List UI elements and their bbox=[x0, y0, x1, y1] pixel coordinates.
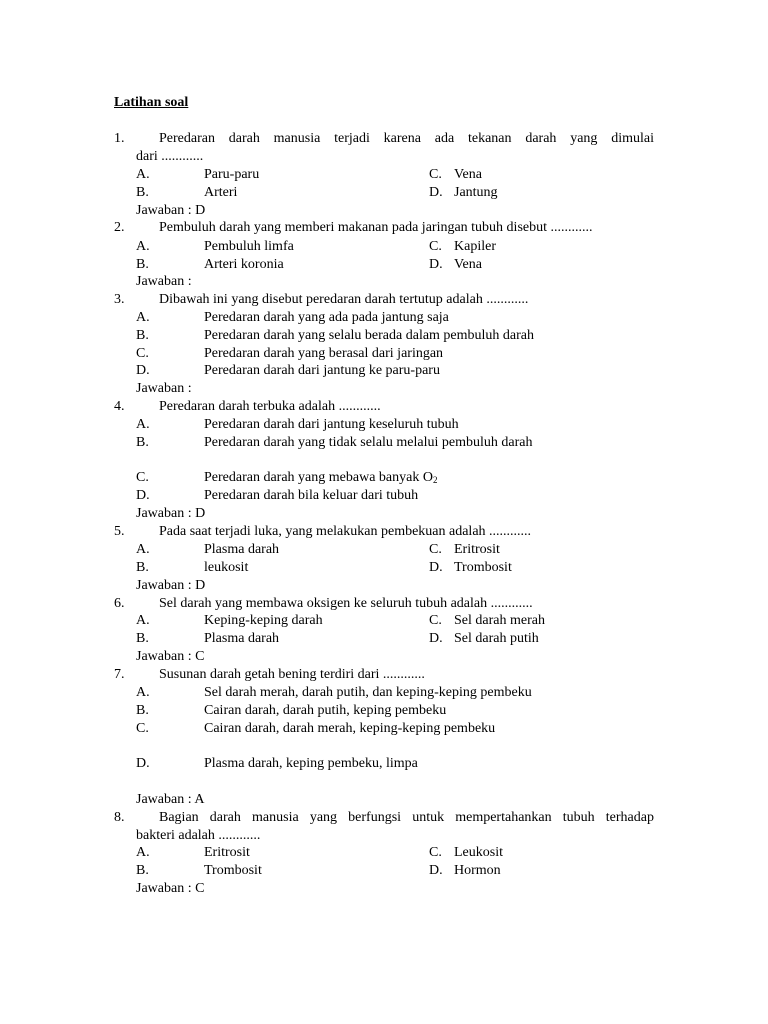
question-text: Pembuluh darah yang memberi makanan pada jaringan tubuh disebut ............ bbox=[159, 220, 593, 235]
question-text: Susunan darah getah bening terdiri dari ............ bbox=[159, 667, 425, 682]
question-text: Peredaran darah terbuka adalah ............ bbox=[159, 399, 381, 414]
option-text: Hormon bbox=[454, 863, 501, 878]
option-text: Kapiler bbox=[454, 239, 496, 254]
option-letter: D. bbox=[429, 185, 443, 200]
answer-line: Jawaban : C bbox=[136, 881, 205, 896]
option-letter: B. bbox=[136, 328, 149, 343]
option-text: Peredaran darah yang selalu berada dalam pembuluh darah bbox=[204, 328, 535, 343]
option-letter: B. bbox=[136, 257, 149, 272]
page-title: Latihan soal bbox=[114, 95, 189, 110]
option-letter: D. bbox=[429, 863, 443, 878]
option-text: Vena bbox=[454, 167, 482, 182]
option-text: Jantung bbox=[454, 185, 498, 200]
option-letter: B. bbox=[136, 560, 149, 575]
option-letter: B. bbox=[136, 703, 149, 718]
option-letter: C. bbox=[429, 845, 442, 860]
question-number: 6. bbox=[114, 596, 125, 611]
option-text: Sel darah putih bbox=[454, 631, 539, 646]
option-text: Keping-keping darah bbox=[204, 613, 323, 628]
question-text: Bagian darah manusia yang berfungsi untuk mempertahankan tubuh terhadap bbox=[159, 810, 654, 825]
question-number: 3. bbox=[114, 292, 125, 307]
question-text: Peredaran darah manusia terjadi karena ada tekanan darah yang dimulai bbox=[159, 131, 654, 146]
option-letter: D. bbox=[136, 488, 150, 503]
option-letter: D. bbox=[429, 257, 443, 272]
question-number: 2. bbox=[114, 220, 125, 235]
option-text: Peredaran darah yang mebawa banyak O bbox=[204, 470, 433, 485]
option-text: Peredaran darah yang tidak selalu melalui pembuluh darah bbox=[204, 435, 533, 450]
option-text: Paru-paru bbox=[204, 167, 260, 182]
question-text-continued: dari ............ bbox=[136, 149, 204, 164]
option-letter: B. bbox=[136, 185, 149, 200]
answer-line: Jawaban : C bbox=[136, 649, 205, 664]
option-text: Trombosit bbox=[204, 863, 262, 878]
option-letter: A. bbox=[136, 239, 150, 254]
option-letter: A. bbox=[136, 685, 150, 700]
option-text-with-subscript bbox=[204, 469, 437, 489]
question-text: Sel darah yang membawa oksigen ke seluruh tubuh adalah ............ bbox=[159, 596, 533, 611]
option-letter: A. bbox=[136, 417, 150, 432]
answer-line: Jawaban : D bbox=[136, 203, 206, 218]
option-text: Arteri bbox=[204, 185, 238, 200]
option-text: Peredaran darah yang berasal dari jaringan bbox=[204, 346, 444, 361]
answer-line: Jawaban : A bbox=[136, 792, 205, 807]
option-text: Eritrosit bbox=[204, 845, 250, 860]
option-text: Arteri koronia bbox=[204, 257, 284, 272]
option-text: Cairan darah, darah putih, keping pembeku bbox=[204, 703, 447, 718]
subscript-digit: 2 bbox=[432, 475, 438, 485]
option-letter: D. bbox=[136, 363, 150, 378]
answer-line: Jawaban : D bbox=[136, 578, 206, 593]
question-text-continued: bakteri adalah ............ bbox=[136, 828, 261, 843]
option-text: Peredaran darah dari jantung ke paru-paru bbox=[204, 363, 440, 378]
option-text: Plasma darah, keping pembeku, limpa bbox=[204, 756, 418, 771]
option-text: Trombosit bbox=[454, 560, 512, 575]
option-letter: B. bbox=[136, 863, 149, 878]
question-number: 7. bbox=[114, 667, 125, 682]
option-text: Plasma darah bbox=[204, 631, 280, 646]
question-text: Dibawah ini yang disebut peredaran darah tertutup adalah ............ bbox=[159, 292, 529, 307]
option-letter: A. bbox=[136, 167, 150, 182]
option-letter: D. bbox=[136, 756, 150, 771]
option-letter: C. bbox=[136, 470, 149, 485]
option-text: Eritrosit bbox=[454, 542, 500, 557]
option-letter: C. bbox=[136, 346, 149, 361]
option-text: Vena bbox=[454, 257, 482, 272]
option-text: Peredaran darah yang ada pada jantung saja bbox=[204, 310, 449, 325]
option-letter: C. bbox=[429, 613, 442, 628]
option-text: leukosit bbox=[204, 560, 249, 575]
question-number: 1. bbox=[114, 131, 125, 146]
question-text: Pada saat terjadi luka, yang melakukan pembekuan adalah ............ bbox=[159, 524, 532, 539]
question-number: 5. bbox=[114, 524, 125, 539]
option-letter: D. bbox=[429, 560, 443, 575]
option-letter: C. bbox=[136, 721, 149, 736]
option-letter: C. bbox=[429, 167, 442, 182]
option-text: Cairan darah, darah merah, keping-keping pembeku bbox=[204, 721, 496, 736]
option-letter: D. bbox=[429, 631, 443, 646]
option-text: Plasma darah bbox=[204, 542, 280, 557]
question-number: 8. bbox=[114, 810, 125, 825]
option-letter: A. bbox=[136, 310, 150, 325]
option-text: Leukosit bbox=[454, 845, 503, 860]
answer-line: Jawaban : D bbox=[136, 506, 206, 521]
question-number: 4. bbox=[114, 399, 125, 414]
option-text: Sel darah merah, darah putih, dan keping-keping pembeku bbox=[204, 685, 532, 700]
option-text: Sel darah merah bbox=[454, 613, 545, 628]
option-letter: B. bbox=[136, 435, 149, 450]
option-letter: C. bbox=[429, 542, 442, 557]
option-letter: A. bbox=[136, 845, 150, 860]
option-text: Peredaran darah dari jantung keseluruh tubuh bbox=[204, 417, 459, 432]
option-letter: B. bbox=[136, 631, 149, 646]
answer-line: Jawaban : bbox=[136, 381, 192, 396]
option-text: Pembuluh limfa bbox=[204, 239, 294, 254]
option-text: Peredaran darah bila keluar dari tubuh bbox=[204, 488, 419, 503]
option-letter: C. bbox=[429, 239, 442, 254]
option-letter: A. bbox=[136, 542, 150, 557]
answer-line: Jawaban : bbox=[136, 274, 192, 289]
option-letter: A. bbox=[136, 613, 150, 628]
